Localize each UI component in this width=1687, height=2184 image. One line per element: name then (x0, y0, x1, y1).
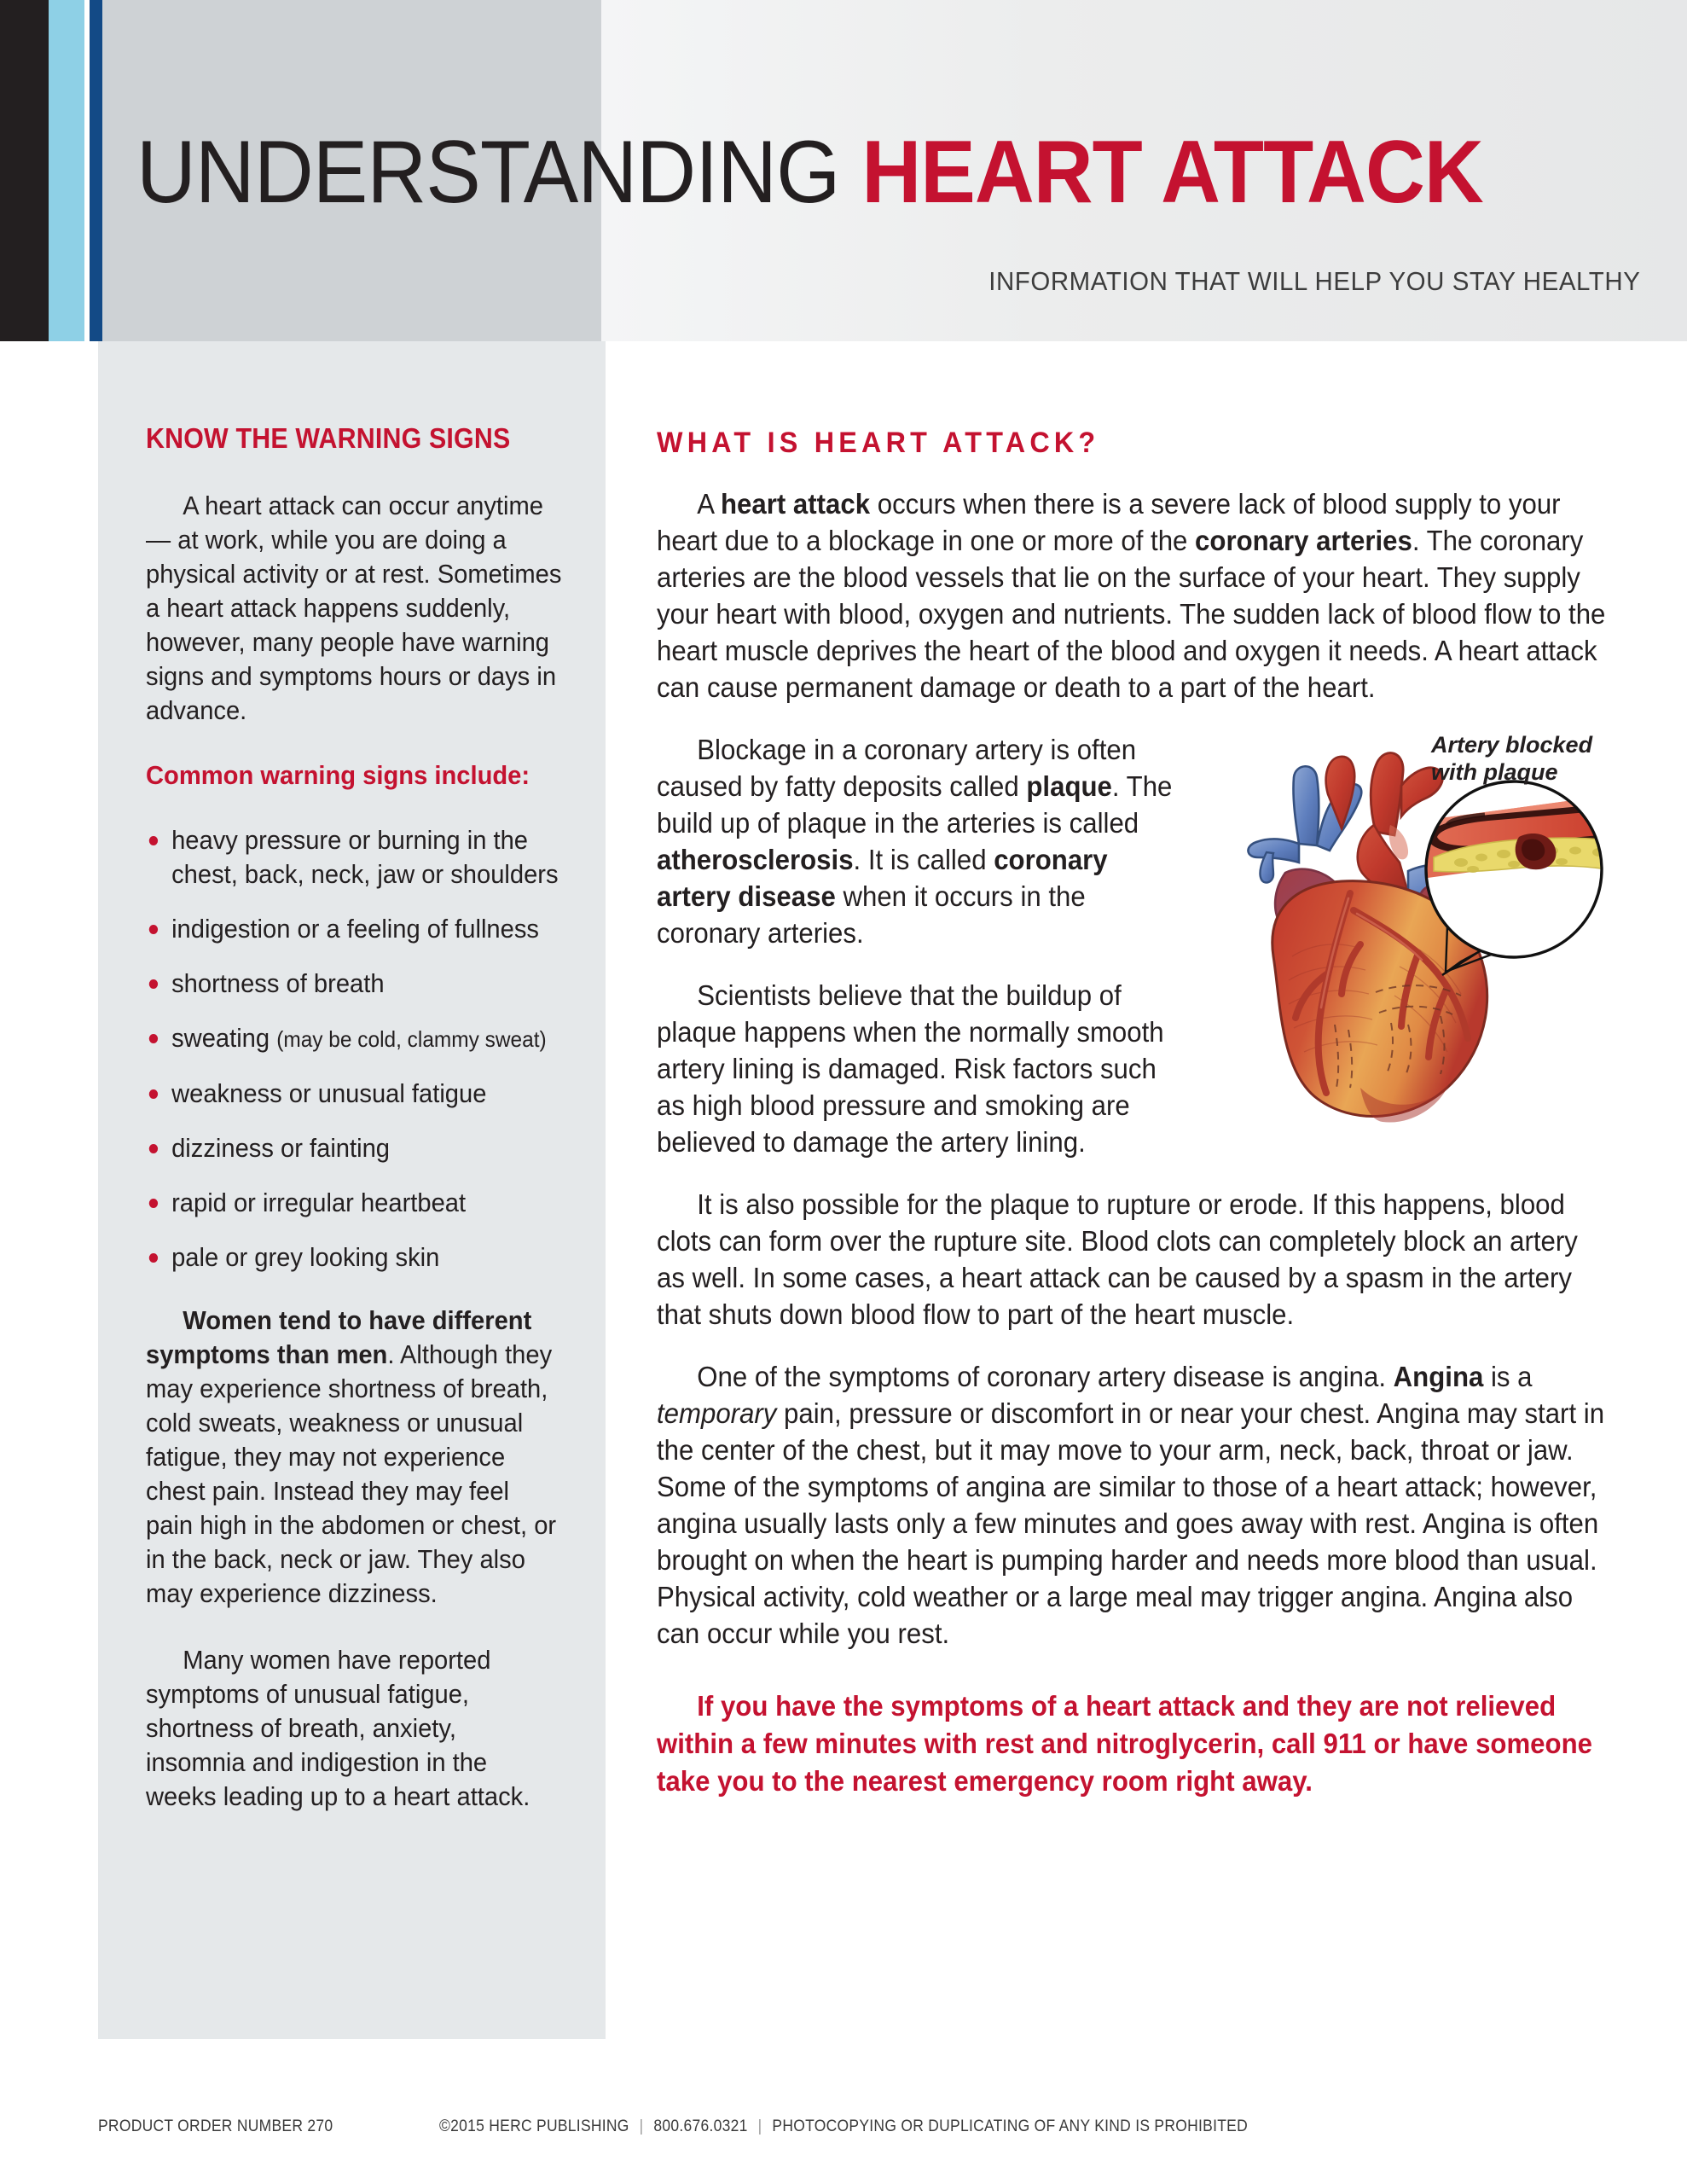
p5-text-c: is a (1483, 1361, 1533, 1392)
warning-sign-item (146, 912, 588, 946)
p5-text-a: One of the symptoms of coronary artery disease is angina. (697, 1361, 1394, 1392)
main-heading: WHAT IS HEART ATTACK? (657, 427, 1100, 459)
warning-sign-label: indigestion or a feeling of fullness (171, 914, 539, 944)
warning-sign-label: shortness of breath (171, 968, 385, 998)
main-paragraph-rupture: It is also possible for the plaque to rupture or erode. If this happens, blood clots can form over the rupture site. Blood clots can completely block an artery as well. In some cases, a heart attack can be caused by a spasm in the artery that shuts down blood flow to part of the heart muscle. (657, 1188, 1578, 1330)
warning-sign-note: (may be cold, clammy sweat) (276, 1026, 547, 1052)
p1-text-c: occurs when there is a severe lack of blood supply to your heart due to a blockage in one or more of the (657, 488, 1561, 556)
warning-sign-label: sweating (171, 1023, 277, 1053)
aorta-main (1371, 753, 1403, 835)
page-title-plain: UNDERSTANDING (136, 123, 862, 222)
p5-text-d: pain, pressure or discomfort in or near your chest. Angina may start in the center of the chest, but it may move to your arm, neck, back, throat or jaw. Some of the symptoms of angina are similar to those of a heart attack; however, angina usually lasts only a few minutes and goes away with rest. Angina is often brought on when the heart is pumping harder and needs more blood than usual. Physical activity, cold weather or a large meal may trigger angina. Angina also can occur while you rest. (657, 1397, 1605, 1649)
warning-sign-item (146, 967, 588, 1001)
footer-notice: PHOTOCOPYING OR DUPLICATING OF ANY KIND IS PROHIBITED (772, 2117, 1249, 2135)
warning-sign-item (146, 1131, 588, 1165)
page-title (136, 123, 1533, 222)
warning-sign-label: weakness or unusual fatigue (171, 1078, 487, 1108)
warning-sign-label: heavy pressure or burning in the chest, back, neck, jaw or shoulders (171, 825, 559, 889)
p2-text-d: . It is called (853, 844, 994, 875)
p2-text-a: Blockage in a coronary artery is often caused by fatty deposits called (657, 734, 1137, 802)
footer-separator-1: | (639, 2117, 644, 2135)
women-rest-text: . Although they may experience shortness of breath, cold sweats, weakness or unusual fatigue, they may not experience chest pain. Instead they may feel pain high in the abdomen or chest, or in the back, neck or jaw. They also may experience dizziness. (146, 1339, 557, 1608)
warning-signs-list (146, 823, 564, 1275)
figure-label-line1: Artery blocked (1431, 732, 1593, 758)
main-paragraph-plaque (657, 731, 1370, 951)
footer-product-order: PRODUCT ORDER NUMBER 270 (98, 2117, 333, 2135)
p1-text-a: A (697, 488, 721, 520)
figure-wrap-block (657, 731, 1612, 1186)
warning-sign-label: pale or grey looking skin (171, 1242, 440, 1272)
main-paragraph-scientists: Scientists believe that the buildup of plaque happens when the normally smooth artery lining is damaged. Risk factors such as high blood pressure and smoking are believed to damage the artery lining. (657, 979, 1164, 1158)
p2-text-e: when it occurs in the coronary arteries. (657, 880, 1086, 949)
bullet-dot-icon (149, 1034, 158, 1043)
emphasis-temporary: temporary (657, 1397, 777, 1429)
figure-label-line2: with plaque (1431, 759, 1558, 785)
page-title-accent: HEART ATTACK (861, 123, 1483, 222)
page-footer (0, 2117, 1687, 2143)
footer-separator-2: | (757, 2117, 762, 2135)
women-bold-lead: Women tend to have different symptoms than men (146, 1305, 532, 1369)
sidebar-heading: KNOW THE WARNING SIGNS (146, 422, 511, 454)
p2-text-c: . The build up of plaque in the arteries is called (657, 770, 1173, 839)
sidebar-women-paragraph (146, 1304, 562, 1611)
emergency-callout: If you have the symptoms of a heart attack and they are not relieved within a few minutes with rest and nitroglycerin, call 911 or have someone take you to the nearest emergency room right away. (657, 1690, 1592, 1797)
header-dark-blue-stripe (90, 0, 102, 341)
header-light-blue-stripe (49, 0, 84, 341)
term-coronary-arteries: coronary arteries (1195, 525, 1412, 556)
page-subtitle: INFORMATION THAT WILL HELP YOU STAY HEALTHY (988, 266, 1640, 296)
sidebar-intro-paragraph: A heart attack can occur anytime — at work, while you are doing a physical activity or at rest. Sometimes a heart attack happens suddenly, however, many people have warning signs and symptoms hours or days in advance. (146, 491, 562, 725)
figure-label (1431, 731, 1610, 786)
warning-sign-item (146, 1021, 588, 1056)
bullet-dot-icon (149, 979, 158, 989)
term-coronary-artery-disease: coronary artery disease (657, 844, 1108, 912)
main-paragraph-definition (657, 485, 1612, 706)
bullet-dot-icon (149, 1199, 158, 1208)
main-article-column (657, 341, 1612, 1800)
warning-sign-item (146, 823, 588, 892)
header-dark-stripe (0, 0, 49, 341)
bullet-dot-icon (149, 1144, 158, 1153)
p1-text-d: . The coronary arteries are the blood vessels that lie on the surface of your heart. They supply your heart with blood, oxygen and nutrients. The sudden lack of blood flow to the heart muscle deprives the heart of the blood and oxygen it needs. A heart attack can cause permanent damage or death to a part of the heart. (657, 525, 1606, 703)
bullet-dot-icon (149, 1089, 158, 1099)
bullet-dot-icon (149, 925, 158, 934)
bullet-dot-icon (149, 1253, 158, 1263)
warning-sign-label: rapid or irregular heartbeat (171, 1188, 467, 1217)
term-atherosclerosis: atherosclerosis (657, 844, 854, 875)
bullet-dot-icon (149, 836, 158, 845)
warning-signs-sidebar (98, 341, 606, 2039)
warning-sign-item (146, 1186, 588, 1220)
term-plaque: plaque (1026, 770, 1112, 802)
footer-legal (439, 2117, 1248, 2136)
warning-sign-item (146, 1240, 588, 1275)
sidebar-subheading: Common warning signs include: (146, 760, 530, 790)
term-heart-attack: heart attack (720, 488, 871, 520)
warning-sign-label: dizziness or fainting (171, 1133, 390, 1163)
main-paragraph-angina (657, 1358, 1612, 1652)
footer-phone: 800.676.0321 (653, 2117, 748, 2135)
term-angina: Angina (1393, 1361, 1484, 1392)
page-header (0, 0, 1687, 341)
warning-sign-item (146, 1077, 588, 1111)
footer-copyright: ©2015 HERC PUBLISHING (438, 2117, 629, 2135)
sidebar-women-reported-paragraph: Many women have reported symptoms of unusual fatigue, shortness of breath, anxiety, insomnia and indigestion in the weeks leading up to a heart attack. (146, 1645, 530, 1811)
